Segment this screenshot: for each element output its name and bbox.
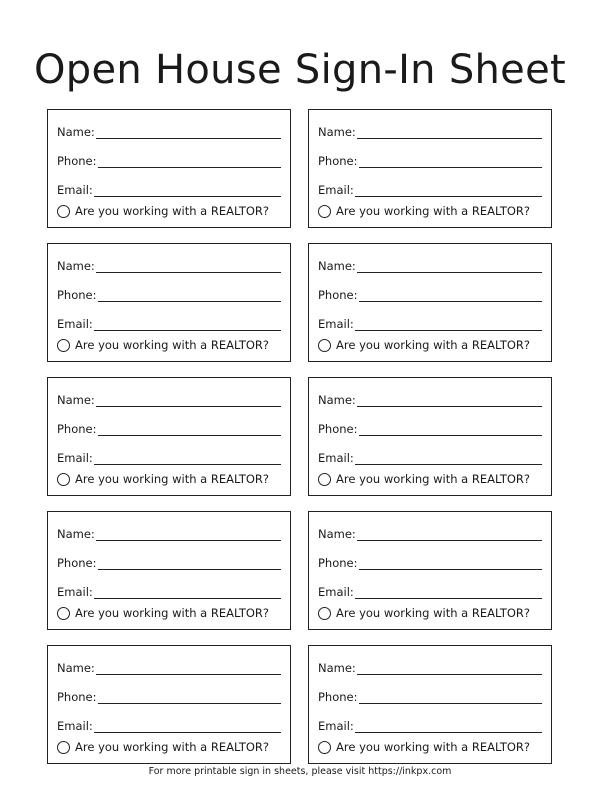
- name-field[interactable]: [57, 525, 281, 541]
- email-input-line[interactable]: [94, 318, 281, 331]
- phone-label: Phone:: [318, 422, 358, 436]
- name-label: Name:: [57, 393, 95, 407]
- phone-field[interactable]: [318, 152, 542, 168]
- phone-input-line[interactable]: [359, 155, 543, 168]
- email-field[interactable]: [57, 181, 281, 197]
- name-label: Name:: [318, 661, 356, 675]
- phone-field[interactable]: [57, 152, 281, 168]
- email-label: Email:: [57, 451, 93, 465]
- name-input-line[interactable]: [357, 394, 542, 407]
- email-label: Email:: [318, 317, 354, 331]
- name-field[interactable]: [318, 123, 542, 139]
- sign-in-card-9: [47, 645, 291, 764]
- email-field[interactable]: [318, 181, 542, 197]
- phone-field[interactable]: [318, 554, 542, 570]
- phone-label: Phone:: [318, 690, 358, 704]
- email-field[interactable]: [318, 583, 542, 599]
- sign-in-grid: [47, 109, 552, 764]
- email-input-line[interactable]: [355, 452, 542, 465]
- name-field[interactable]: [57, 257, 281, 273]
- sign-in-card-10: [308, 645, 552, 764]
- realtor-question[interactable]: [318, 204, 530, 218]
- email-input-line[interactable]: [94, 720, 281, 733]
- phone-input-line[interactable]: [98, 691, 282, 704]
- realtor-question-label: Are you working with a REALTOR?: [336, 472, 531, 486]
- name-input-line[interactable]: [96, 126, 281, 139]
- name-label: Name:: [57, 527, 95, 541]
- realtor-radio[interactable]: [318, 205, 331, 218]
- realtor-radio[interactable]: [318, 741, 331, 754]
- email-input-line[interactable]: [94, 452, 281, 465]
- realtor-radio[interactable]: [57, 473, 70, 486]
- name-input-line[interactable]: [357, 126, 542, 139]
- page-title: Open House Sign-In Sheet: [33, 47, 566, 93]
- phone-field[interactable]: [318, 688, 542, 704]
- realtor-question[interactable]: [318, 606, 530, 620]
- email-input-line[interactable]: [355, 586, 542, 599]
- name-field[interactable]: [57, 391, 281, 407]
- sign-in-card-1: [47, 109, 291, 228]
- phone-field[interactable]: [57, 554, 281, 570]
- phone-input-line[interactable]: [359, 423, 543, 436]
- email-field[interactable]: [318, 315, 542, 331]
- phone-label: Phone:: [57, 154, 97, 168]
- realtor-question-label: Are you working with a REALTOR?: [75, 606, 270, 620]
- realtor-question-label: Are you working with a REALTOR?: [75, 740, 270, 754]
- sign-in-card-4: [308, 243, 552, 362]
- name-field[interactable]: [318, 659, 542, 675]
- name-label: Name:: [318, 125, 356, 139]
- email-input-line[interactable]: [355, 184, 542, 197]
- name-input-line[interactable]: [357, 528, 542, 541]
- realtor-question[interactable]: [318, 472, 530, 486]
- realtor-radio[interactable]: [318, 339, 331, 352]
- email-input-line[interactable]: [355, 720, 542, 733]
- phone-label: Phone:: [57, 556, 97, 570]
- email-field[interactable]: [57, 315, 281, 331]
- email-label: Email:: [318, 451, 354, 465]
- email-label: Email:: [318, 585, 354, 599]
- email-input-line[interactable]: [94, 184, 281, 197]
- email-label: Email:: [57, 585, 93, 599]
- phone-label: Phone:: [318, 556, 358, 570]
- name-input-line[interactable]: [96, 394, 281, 407]
- name-label: Name:: [57, 125, 95, 139]
- phone-field[interactable]: [318, 286, 542, 302]
- realtor-radio[interactable]: [57, 205, 70, 218]
- sign-in-card-5: [47, 377, 291, 496]
- phone-field[interactable]: [57, 688, 281, 704]
- name-field[interactable]: [318, 391, 542, 407]
- name-label: Name:: [57, 661, 95, 675]
- name-field[interactable]: [57, 659, 281, 675]
- name-field[interactable]: [318, 257, 542, 273]
- email-field[interactable]: [318, 449, 542, 465]
- email-input-line[interactable]: [355, 318, 542, 331]
- phone-input-line[interactable]: [98, 557, 282, 570]
- email-label: Email:: [57, 183, 93, 197]
- realtor-question[interactable]: [318, 338, 530, 352]
- realtor-question-label: Are you working with a REALTOR?: [336, 740, 531, 754]
- phone-field[interactable]: [318, 420, 542, 436]
- phone-input-line[interactable]: [98, 289, 282, 302]
- phone-input-line[interactable]: [359, 691, 543, 704]
- phone-input-line[interactable]: [98, 155, 282, 168]
- email-label: Email:: [57, 317, 93, 331]
- name-input-line[interactable]: [357, 662, 542, 675]
- realtor-question[interactable]: [57, 606, 269, 620]
- realtor-question-label: Are you working with a REALTOR?: [75, 204, 270, 218]
- phone-label: Phone:: [57, 422, 97, 436]
- phone-label: Phone:: [57, 288, 97, 302]
- phone-input-line[interactable]: [98, 423, 282, 436]
- name-input-line[interactable]: [357, 260, 542, 273]
- email-label: Email:: [57, 719, 93, 733]
- realtor-question-label: Are you working with a REALTOR?: [336, 606, 531, 620]
- phone-input-line[interactable]: [359, 557, 543, 570]
- email-label: Email:: [318, 719, 354, 733]
- sign-in-card-6: [308, 377, 552, 496]
- email-field[interactable]: [57, 449, 281, 465]
- realtor-question-label: Are you working with a REALTOR?: [336, 338, 531, 352]
- name-input-line[interactable]: [96, 662, 281, 675]
- realtor-radio[interactable]: [318, 607, 331, 620]
- name-label: Name:: [57, 259, 95, 273]
- phone-input-line[interactable]: [359, 289, 543, 302]
- realtor-question-label: Are you working with a REALTOR?: [336, 204, 531, 218]
- realtor-question[interactable]: [318, 740, 530, 754]
- realtor-radio[interactable]: [57, 607, 70, 620]
- footer-note: For more printable sign in sheets, please visit https://inkpx.com: [148, 766, 452, 777]
- realtor-radio[interactable]: [57, 741, 70, 754]
- email-label: Email:: [318, 183, 354, 197]
- name-input-line[interactable]: [96, 260, 281, 273]
- phone-label: Phone:: [318, 288, 358, 302]
- phone-field[interactable]: [57, 420, 281, 436]
- email-field[interactable]: [57, 583, 281, 599]
- realtor-question[interactable]: [57, 740, 269, 754]
- sign-in-card-8: [308, 511, 552, 630]
- phone-field[interactable]: [57, 286, 281, 302]
- email-field[interactable]: [318, 717, 542, 733]
- name-label: Name:: [318, 393, 356, 407]
- name-label: Name:: [318, 527, 356, 541]
- realtor-radio[interactable]: [318, 473, 331, 486]
- realtor-question[interactable]: [57, 472, 269, 486]
- realtor-question-label: Are you working with a REALTOR?: [75, 338, 270, 352]
- realtor-radio[interactable]: [57, 339, 70, 352]
- sign-in-card-2: [308, 109, 552, 228]
- name-field[interactable]: [57, 123, 281, 139]
- email-field[interactable]: [57, 717, 281, 733]
- email-input-line[interactable]: [94, 586, 281, 599]
- realtor-question[interactable]: [57, 204, 269, 218]
- name-input-line[interactable]: [96, 528, 281, 541]
- sign-in-card-3: [47, 243, 291, 362]
- name-field[interactable]: [318, 525, 542, 541]
- name-label: Name:: [318, 259, 356, 273]
- realtor-question-label: Are you working with a REALTOR?: [75, 472, 270, 486]
- sign-in-card-7: [47, 511, 291, 630]
- phone-label: Phone:: [318, 154, 358, 168]
- phone-label: Phone:: [57, 690, 97, 704]
- realtor-question[interactable]: [57, 338, 269, 352]
